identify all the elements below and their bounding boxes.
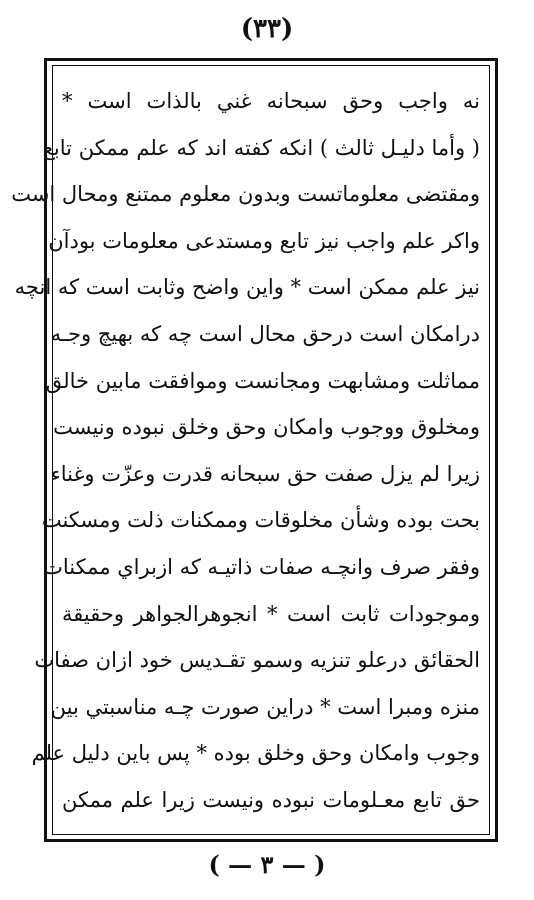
text-line: واكر علم واجب نيز تابع ومستدعى معلومات بودآن	[48, 228, 480, 253]
text-line: درامكان است درحق محال است چه كه بهيچ وجـه	[50, 321, 480, 346]
text-line: حق تابع معـلومات نبوده ونيست زيرا علم ممكن	[62, 787, 480, 812]
text-line: نيز علم ممكن است * واين واضح وثابت است كه انچه	[14, 275, 480, 300]
page-number: (۳۳)	[240, 14, 294, 44]
text-line: زيرا لم يزل صفت حق سبحانه قدرت وعزّت وغناء	[50, 461, 480, 486]
body-text	[11, 78, 480, 828]
text-line: ومقتضى معلوماتست وبدون معلوم ممتنع ومحال است	[11, 182, 480, 207]
text-line: مماثلت ومشابهت ومجانست وموافقت مابين خالق	[45, 368, 480, 393]
text-line: الحقائق درعلو تنزيه وسمو تقـديس خود ازان صفات	[34, 648, 480, 673]
text-line: ومخلوق ووجوب وامكان وحق وخلق نبوده ونيست	[53, 415, 480, 440]
text-line: ( وأما دليـل ثالث ) انكه كفته اند كه علم ممكن تابع	[42, 135, 480, 160]
text-line: وجوب وامكان وحق وخلق بوده * پس باين دليل علم	[31, 741, 480, 766]
text-line: وفقر صرف وانچـه صفات ذاتيـه كه ازبراي ممكنات	[43, 554, 480, 579]
signature-mark: ( — ۳ — )	[208, 850, 326, 879]
text-line: وموجودات ثابت است * انجوهرالجواهر وحقيقة	[62, 601, 480, 626]
text-line: بحت بوده وشأن مخلوقات وممكنات ذلت ومسكنت	[41, 508, 480, 533]
text-line: نه واجب وحق سبحانه غني بالذات است *	[62, 89, 480, 113]
text-line: منزه ومبرا است * دراين صورت چـه مناسبتي بين	[50, 694, 480, 719]
